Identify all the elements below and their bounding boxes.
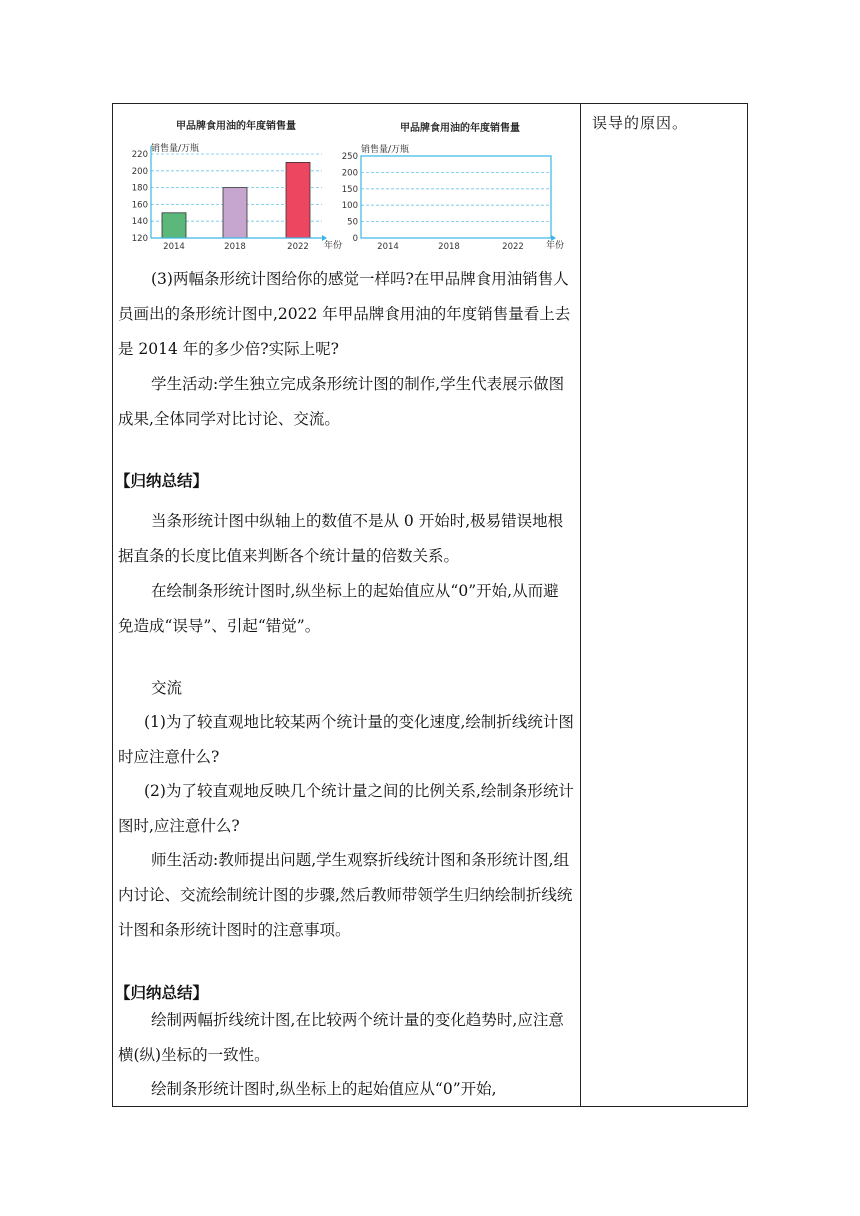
summary-heading-1: 【归纳总结】 [115,472,209,490]
y-tick-label: 250 [341,152,358,162]
x-tick-label: 2014 [163,242,185,252]
x-tick-label: 2018 [438,242,460,252]
teacher-student-activity: 师生活动:教师提出问题,学生观察折线统计图和条形统计图,组内讨论、交流绘制统计图的步骤,然后教师带领学生归纳绘制折线统计图和条形统计图时的注意事项。 [118,851,573,939]
x-axis-label: 年份 [324,241,343,251]
x-tick-label: 2014 [377,242,399,252]
y-tick-label: 120 [131,234,148,244]
notes-cell [581,104,747,1106]
y-tick-label: 100 [341,201,358,212]
y-tick-label: 180 [131,183,148,194]
summary-1-a: 当条形统计图中纵轴上的数值不是从 0 开始时,极易错误地根据直条的长度比值来判断各个统计量的倍数关系。 [118,512,564,565]
lesson-table [112,103,748,1107]
summary-1-b: 在绘制条形统计图时,纵坐标上的起始值应从“0”开始,从而避免造成“误导”、引起“错觉”。 [118,582,559,635]
bar-2022 [286,162,310,238]
notes-text: 误导的原因。 [592,114,689,132]
chart-title: 甲品牌食用油的年度销售量 [176,121,296,132]
bar-chart-zero-axis [341,112,577,258]
bar-chart-truncated-axis [131,112,348,258]
summary-heading-2: 【归纳总结】 [115,984,209,1002]
exchange-question-1: (1)为了较直观地比较某两个统计量的变化速度,绘制折线统计图时应注意什么? [118,713,574,766]
question-3: (3)两幅条形统计图给你的感觉一样吗?在甲品牌食用油销售人员画出的条形统计图中,2022 年甲品牌食用油的年度销售量看上去是 2014 年的多少倍?实际上呢? [118,270,571,358]
y-tick-label: 220 [131,150,148,160]
x-tick-label: 2018 [224,242,246,252]
x-axis-label: 年份 [546,241,565,251]
summary-2-b: 绘制条形统计图时,纵坐标上的起始值应从“0”开始, [151,1080,497,1098]
student-activity-1: 学生活动:学生独立完成条形统计图的制作,学生代表展示做图成果,全体同学对比讨论、交流。 [118,375,565,428]
y-tick-label: 200 [341,168,358,179]
plot-frame [361,156,551,238]
y-axis-label: 销售量/万瓶 [361,145,410,155]
bar-2014 [162,213,186,238]
x-tick-label: 2022 [502,242,524,252]
lesson-content-cell [113,104,580,1106]
y-tick-label: 160 [131,200,148,211]
y-tick-label: 200 [131,166,148,177]
chart-title: 甲品牌食用油的年度销售量 [400,123,520,134]
bar-2018 [223,188,247,238]
exchange-question-2: (2)为了较直观地反映几个统计量之间的比例关系,绘制条形统计图时,应注意什么? [118,782,574,835]
y-axis-label: 销售量/万瓶 [151,144,200,154]
y-tick-label: 140 [131,217,148,228]
y-tick-label: 0 [352,234,358,244]
x-tick-label: 2022 [287,242,309,252]
y-tick-label: 150 [341,184,358,195]
y-tick-label: 50 [347,217,358,228]
exchange-label: 交流 [151,679,183,697]
summary-2-a: 绘制两幅折线统计图,在比较两个统计量的变化趋势时,应注意横(纵)坐标的一致性。 [118,1011,564,1064]
